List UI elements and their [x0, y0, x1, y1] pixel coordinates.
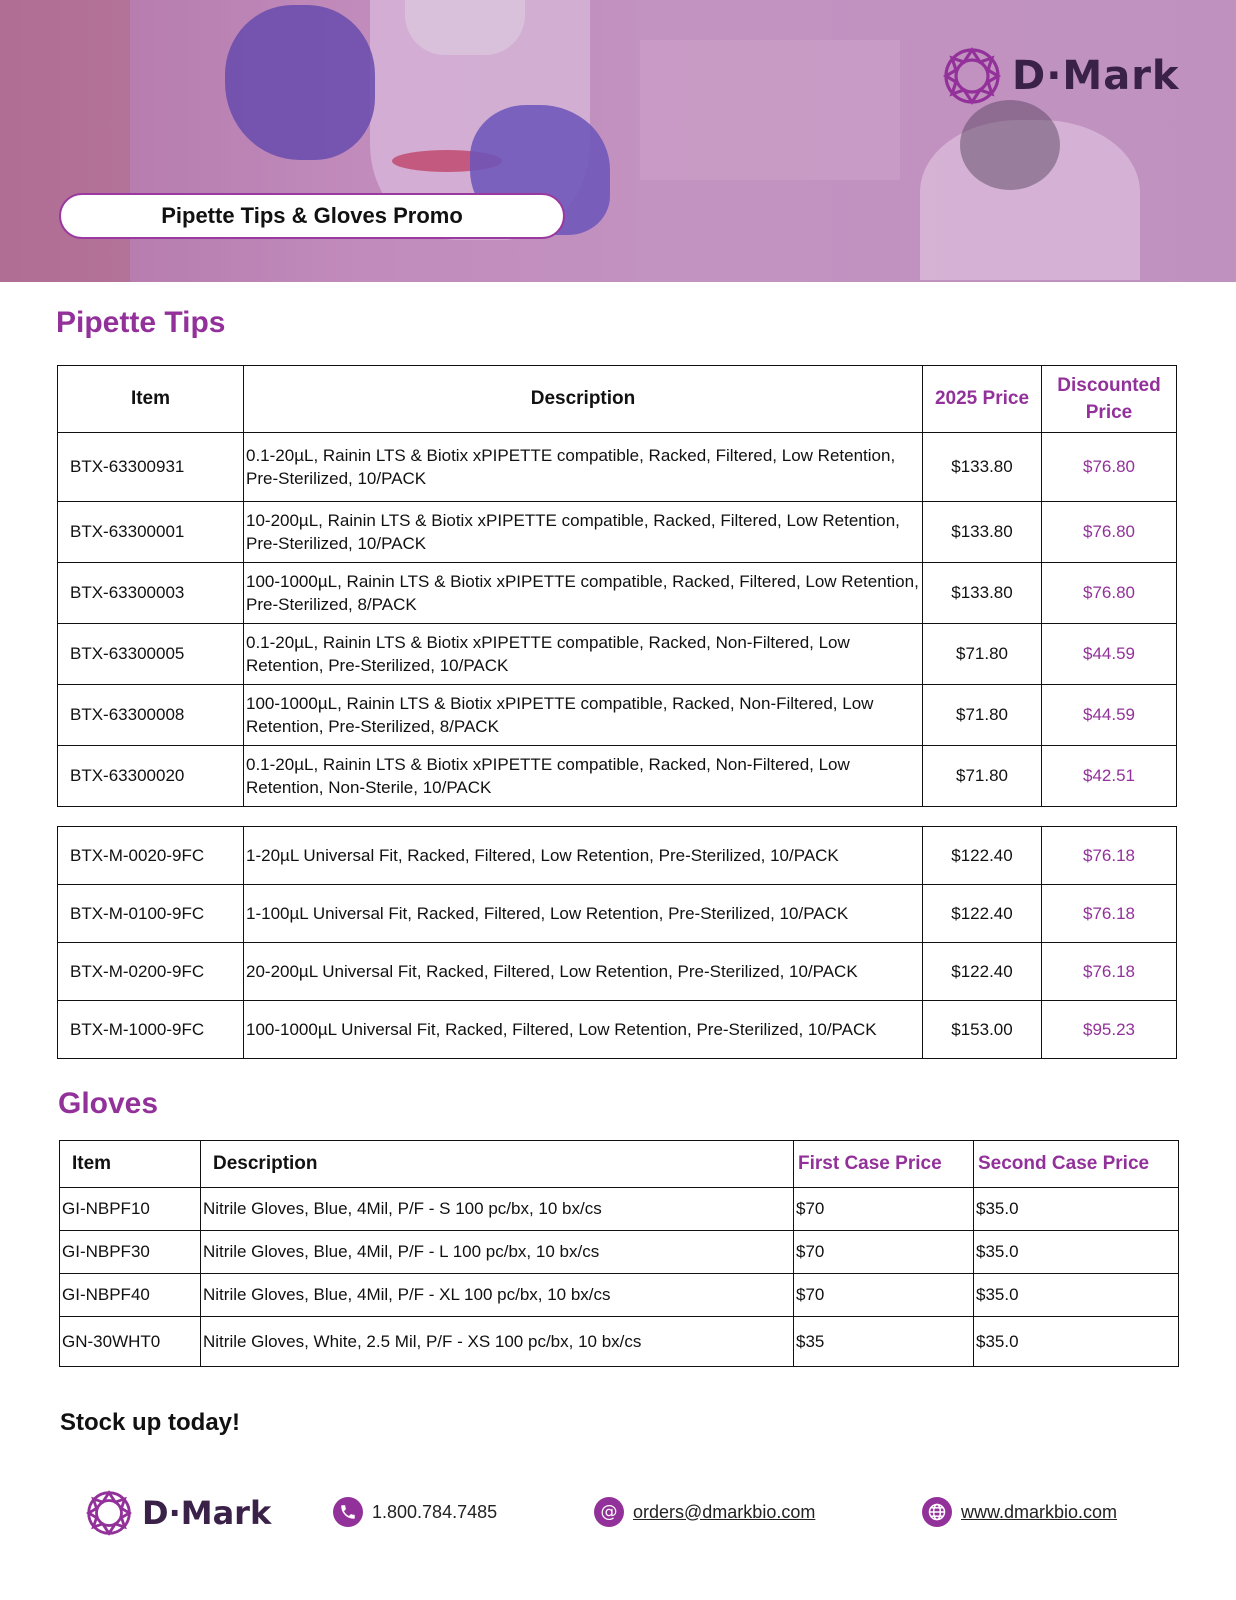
- item-description: Nitrile Gloves, Blue, 4Mil, P/F - S 100 pc/bx, 10 bx/cs: [201, 1188, 794, 1231]
- item-discounted-price: $76.80: [1042, 502, 1177, 563]
- header-banner: [0, 0, 1236, 282]
- item-discounted-price: $76.80: [1042, 433, 1177, 502]
- at-sign-icon: @: [594, 1497, 624, 1527]
- table-row: [58, 563, 1177, 624]
- item-description: 100-1000µL, Rainin LTS & Biotix xPIPETTE compatible, Racked, Filtered, Low Retention, Pre-Sterilized, 8/PACK: [244, 563, 923, 624]
- item-description: 0.1-20µL, Rainin LTS & Biotix xPIPETTE compatible, Racked, Non-Filtered, Low Retention, Pre-Sterilized, 10/PACK: [244, 624, 923, 685]
- item-code: GI-NBPF10: [60, 1188, 201, 1231]
- item-code: BTX-63300931: [58, 433, 244, 502]
- item-discounted-price: $42.51: [1042, 746, 1177, 807]
- item-code: BTX-M-0020-9FC: [58, 827, 244, 885]
- first-case-price: $70: [794, 1188, 974, 1231]
- email-link[interactable]: orders@dmarkbio.com: [633, 1501, 816, 1522]
- item-description: 1-100µL Universal Fit, Racked, Filtered, Low Retention, Pre-Sterilized, 10/PACK: [244, 885, 923, 943]
- dmark-logo-icon: [940, 44, 1004, 108]
- footer-website[interactable]: [922, 1497, 1117, 1527]
- table-row: [58, 885, 1177, 943]
- pipette-tips-table: [57, 365, 1177, 807]
- item-code: BTX-63300005: [58, 624, 244, 685]
- footer-brand-name: D·Mark: [142, 1494, 272, 1532]
- phone-number: 1.800.784.7485: [372, 1501, 498, 1522]
- header-second-case-price: Second Case Price: [974, 1141, 1179, 1188]
- item-discounted-price: $44.59: [1042, 685, 1177, 746]
- item-code: BTX-63300008: [58, 685, 244, 746]
- gloves-title: Gloves: [58, 1087, 159, 1120]
- header-discounted-price: Discounted Price: [1042, 366, 1177, 433]
- table-row: [60, 1317, 1179, 1367]
- item-discounted-price: $76.18: [1042, 885, 1177, 943]
- item-code: BTX-M-1000-9FC: [58, 1001, 244, 1059]
- item-description: Nitrile Gloves, White, 2.5 Mil, P/F - XS 100 pc/bx, 10 bx/cs: [201, 1317, 794, 1367]
- first-case-price: $70: [794, 1231, 974, 1274]
- banner-tint: [0, 0, 1236, 282]
- item-code: BTX-63300020: [58, 746, 244, 807]
- item-code: GI-NBPF40: [60, 1274, 201, 1317]
- item-description: 100-1000µL Universal Fit, Racked, Filtered, Low Retention, Pre-Sterilized, 10/PACK: [244, 1001, 923, 1059]
- universal-tips-table: [57, 826, 1177, 1059]
- item-price: $71.80: [923, 685, 1042, 746]
- table-row: [58, 943, 1177, 1001]
- table-header-row: [60, 1141, 1179, 1188]
- item-code: BTX-63300003: [58, 563, 244, 624]
- dmark-logo-icon: [84, 1488, 134, 1538]
- item-code: BTX-M-0100-9FC: [58, 885, 244, 943]
- table-row: [58, 827, 1177, 885]
- item-price: $122.40: [923, 943, 1042, 1001]
- brand-name: D·Mark: [1012, 53, 1180, 99]
- item-discounted-price: $76.18: [1042, 943, 1177, 1001]
- item-description: 0.1-20µL, Rainin LTS & Biotix xPIPETTE compatible, Racked, Non-Filtered, Low Retention, Non-Sterile, 10/PACK: [244, 746, 923, 807]
- promo-label-text: Pipette Tips & Gloves Promo: [161, 203, 463, 228]
- table-row: [60, 1188, 1179, 1231]
- table-row: [60, 1231, 1179, 1274]
- item-discounted-price: $76.80: [1042, 563, 1177, 624]
- first-case-price: $35: [794, 1317, 974, 1367]
- header-description: Description: [244, 366, 923, 433]
- item-description: Nitrile Gloves, Blue, 4Mil, P/F - XL 100 pc/bx, 10 bx/cs: [201, 1274, 794, 1317]
- item-description: 100-1000µL, Rainin LTS & Biotix xPIPETTE compatible, Racked, Non-Filtered, Low Retention, Pre-Sterilized, 8/PACK: [244, 685, 923, 746]
- item-price: $122.40: [923, 885, 1042, 943]
- promo-label: [59, 193, 565, 239]
- table-row: [58, 433, 1177, 502]
- item-code: BTX-63300001: [58, 502, 244, 563]
- item-discounted-price: $95.23: [1042, 1001, 1177, 1059]
- item-code: GI-NBPF30: [60, 1231, 201, 1274]
- globe-icon: [922, 1497, 952, 1527]
- header-item: Item: [60, 1141, 201, 1188]
- item-discounted-price: $76.18: [1042, 827, 1177, 885]
- table-row: [58, 1001, 1177, 1059]
- brand-logo[interactable]: [940, 44, 1180, 108]
- header-2025-price: 2025 Price: [923, 366, 1042, 433]
- item-discounted-price: $44.59: [1042, 624, 1177, 685]
- footer-email[interactable]: [594, 1497, 815, 1527]
- pipette-tips-title: Pipette Tips: [56, 306, 226, 339]
- website-link[interactable]: www.dmarkbio.com: [961, 1501, 1118, 1522]
- second-case-price: $35.0: [974, 1188, 1179, 1231]
- item-description: 20-200µL Universal Fit, Racked, Filtered, Low Retention, Pre-Sterilized, 10/PACK: [244, 943, 923, 1001]
- call-to-action: Stock up today!: [60, 1409, 241, 1436]
- item-code: GN-30WHT0: [60, 1317, 201, 1367]
- header-first-case-price: First Case Price: [794, 1141, 974, 1188]
- item-price: $71.80: [923, 624, 1042, 685]
- second-case-price: $35.0: [974, 1231, 1179, 1274]
- item-price: $133.80: [923, 502, 1042, 563]
- footer-phone[interactable]: [333, 1497, 497, 1527]
- item-description: 0.1-20µL, Rainin LTS & Biotix xPIPETTE compatible, Racked, Filtered, Low Retention, Pre-Sterilized, 10/PACK: [244, 433, 923, 502]
- first-case-price: $70: [794, 1274, 974, 1317]
- table-row: [58, 746, 1177, 807]
- item-price: $153.00: [923, 1001, 1042, 1059]
- footer-brand-logo[interactable]: [84, 1488, 271, 1538]
- item-price: $71.80: [923, 746, 1042, 807]
- header-item: Item: [58, 366, 244, 433]
- second-case-price: $35.0: [974, 1317, 1179, 1367]
- second-case-price: $35.0: [974, 1274, 1179, 1317]
- table-row: [58, 502, 1177, 563]
- item-description: 1-20µL Universal Fit, Racked, Filtered, Low Retention, Pre-Sterilized, 10/PACK: [244, 827, 923, 885]
- gloves-table: [59, 1140, 1179, 1367]
- item-description: 10-200µL, Rainin LTS & Biotix xPIPETTE compatible, Racked, Filtered, Low Retention, Pre-Sterilized, 10/PACK: [244, 502, 923, 563]
- table-row: [58, 624, 1177, 685]
- item-code: BTX-M-0200-9FC: [58, 943, 244, 1001]
- table-row: [58, 685, 1177, 746]
- table-row: [60, 1274, 1179, 1317]
- table-header-row: [58, 366, 1177, 433]
- header-description: Description: [201, 1141, 794, 1188]
- item-description: Nitrile Gloves, Blue, 4Mil, P/F - L 100 pc/bx, 10 bx/cs: [201, 1231, 794, 1274]
- item-price: $122.40: [923, 827, 1042, 885]
- item-price: $133.80: [923, 433, 1042, 502]
- item-price: $133.80: [923, 563, 1042, 624]
- phone-icon: [333, 1497, 363, 1527]
